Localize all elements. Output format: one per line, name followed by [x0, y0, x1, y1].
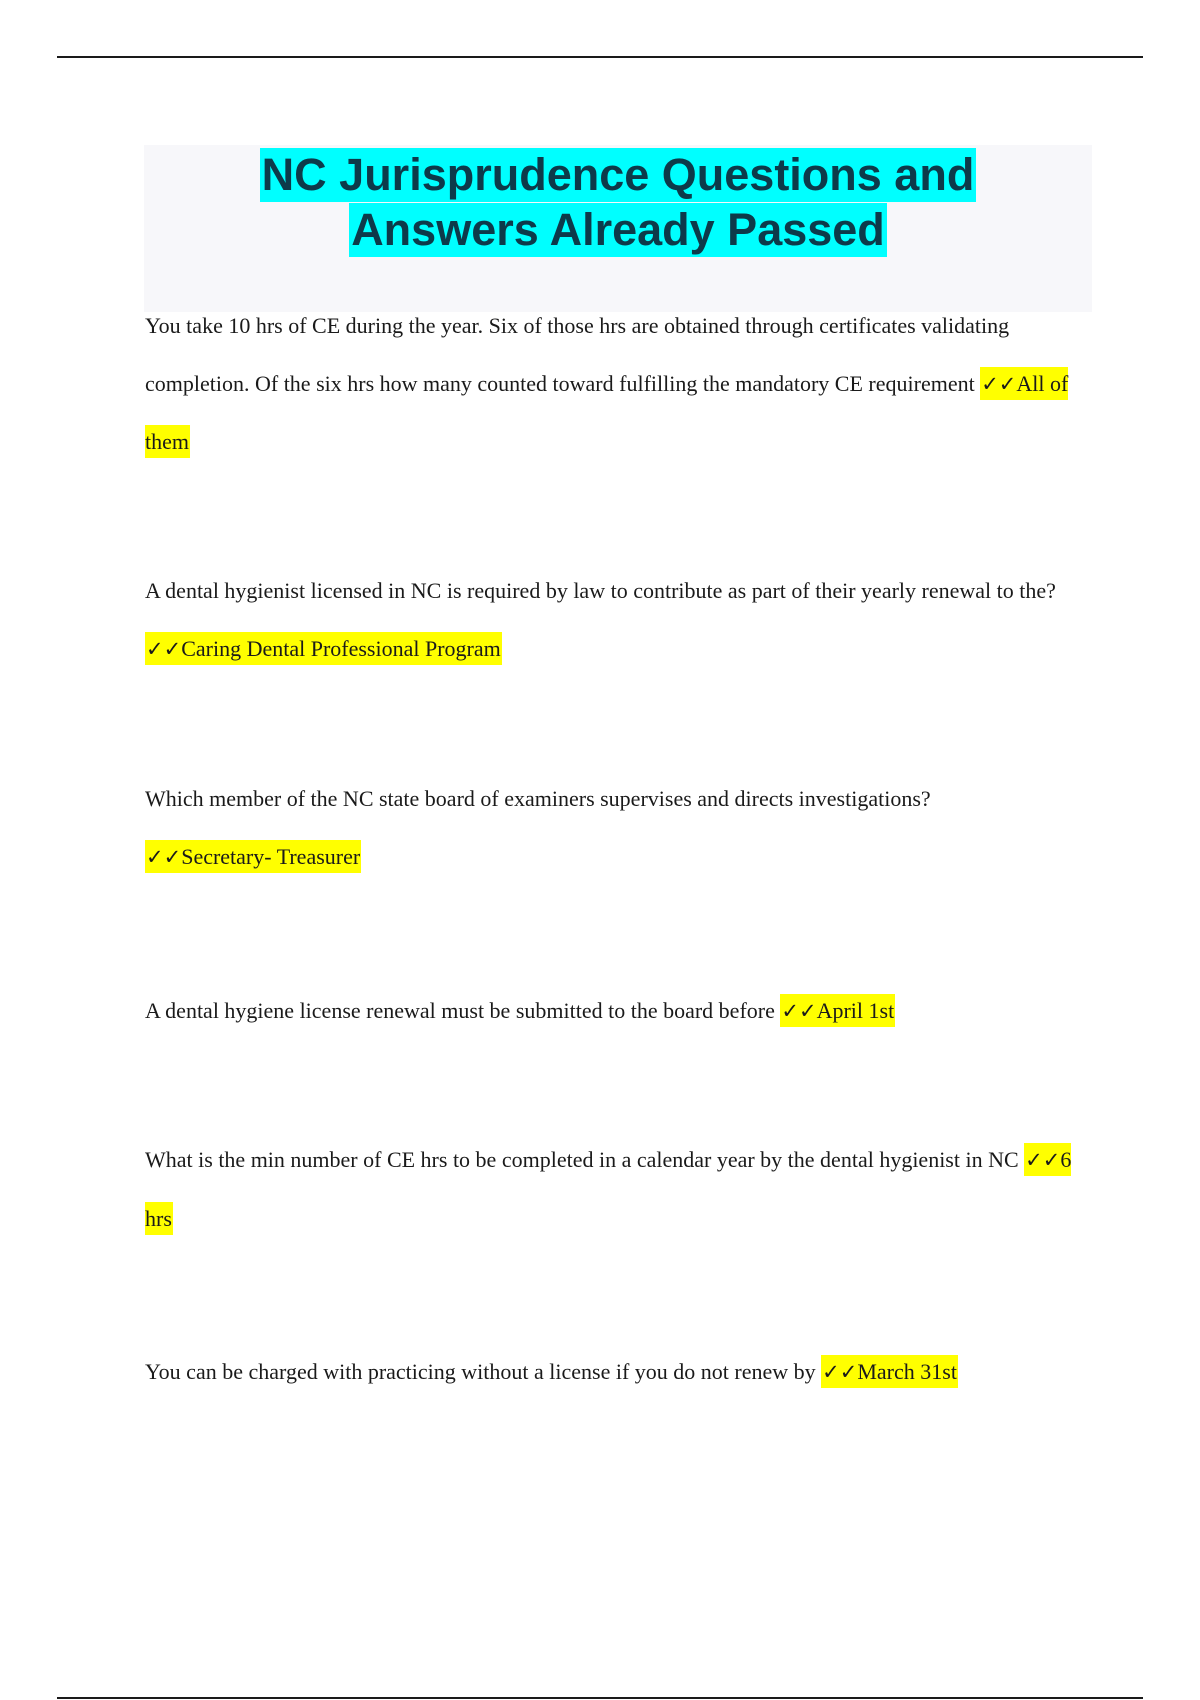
question-text: You can be charged with practicing without a license if you do not renew by	[145, 1359, 816, 1384]
question-text: You take 10 hrs of CE during the year. Six of those hrs are obtained through certificates validating completion. Of the six hrs how many counted toward fulfilling the mandatory CE requirement	[145, 313, 1010, 396]
answer-text: 6 hrs	[145, 1147, 1072, 1231]
double-check-icon: ✓✓	[146, 844, 182, 869]
answer-text: All of them	[145, 370, 1069, 454]
qa-item-5	[145, 1131, 1085, 1247]
document-title-line-2: Answers Already Passed	[351, 204, 885, 255]
qa-item-2	[145, 562, 1085, 678]
answer-highlight	[821, 1355, 958, 1388]
double-check-icon: ✓✓	[781, 999, 817, 1023]
question-text: A dental hygiene license renewal must be submitted to the board before	[145, 998, 775, 1023]
answer-highlight	[145, 632, 502, 665]
top-rule	[57, 56, 1143, 58]
qa-item-4	[145, 982, 1085, 1041]
qa-item-6	[145, 1343, 1085, 1402]
answer-text: March 31st	[857, 1359, 957, 1384]
double-check-icon: ✓✓	[1025, 1148, 1061, 1172]
answer-highlight	[145, 840, 361, 873]
answer-text: Caring Dental Professional Program	[181, 635, 501, 661]
answer-text: April 1st	[816, 998, 895, 1023]
question-text: What is the min number of CE hrs to be completed in a calendar year by the dental hygienist in NC	[145, 1147, 1019, 1172]
qa-item-3	[145, 770, 1085, 886]
title-block	[144, 145, 1092, 312]
question-text: Which member of the NC state board of examiners supervises and directs investigations?	[145, 786, 931, 811]
document-title-line-1: NC Jurisprudence Questions and	[261, 149, 975, 200]
bottom-rule	[57, 1697, 1143, 1699]
question-text: A dental hygienist licensed in NC is required by law to contribute as part of their yearly renewal to the?	[145, 578, 1056, 603]
double-check-icon: ✓✓	[822, 1360, 858, 1384]
double-check-icon: ✓✓	[981, 371, 1017, 396]
double-check-icon: ✓✓	[146, 636, 182, 661]
answer-text: Secretary- Treasurer	[181, 843, 361, 869]
qa-item-1	[145, 297, 1085, 471]
answer-highlight	[780, 994, 895, 1027]
